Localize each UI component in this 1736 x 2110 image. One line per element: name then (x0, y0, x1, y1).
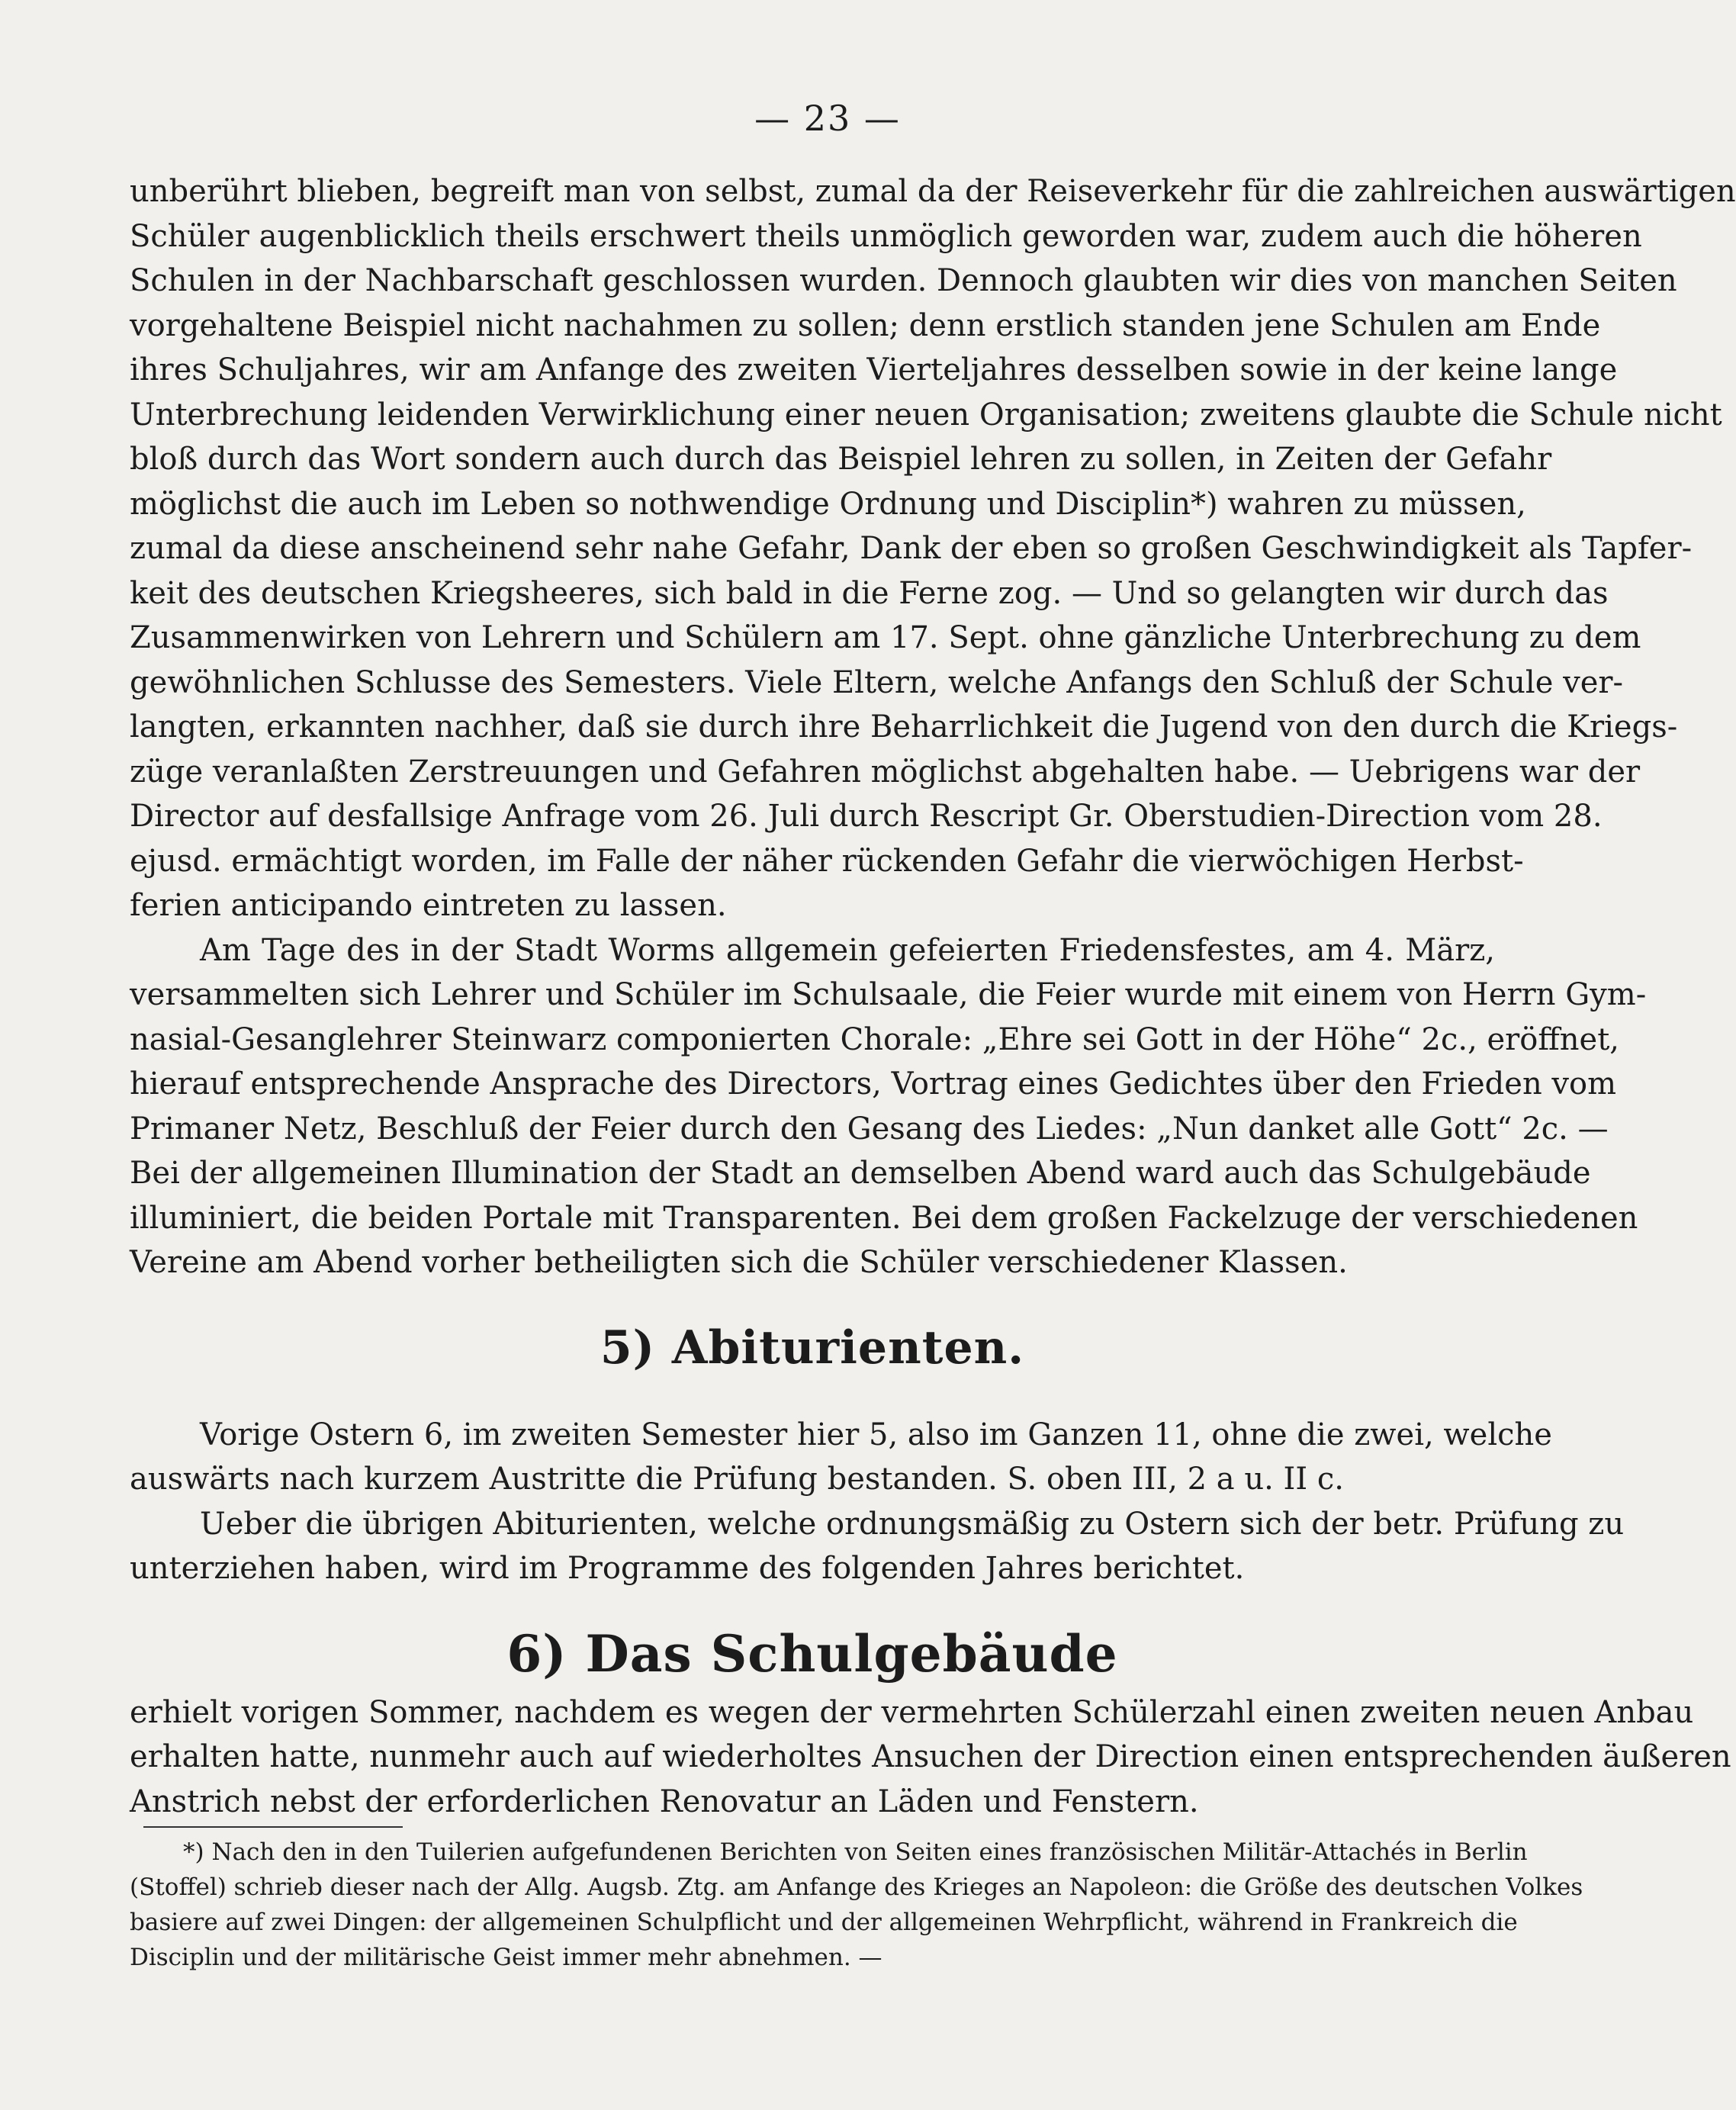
page-number: — 23 — (754, 98, 901, 139)
text-line: ferien anticipando eintreten zu lassen. (130, 888, 727, 923)
text-line: keit des deutschen Kriegsheeres, sich bald in die Ferne zog. — Und so gelangten wir durch das (130, 575, 1609, 611)
section-heading-schulgebaeude: 6) Das Schulgebäude (506, 1623, 1118, 1684)
paragraph-abiturienten-report (130, 1502, 1625, 1591)
text-line: hierauf entsprechende Ansprache des Directors, Vortrag eines Gedichtes über den Frieden vom (130, 1066, 1617, 1102)
paragraph-war-period (130, 169, 1736, 928)
text-line: gewöhnlichen Schlusse des Semesters. Viele Eltern, welche Anfangs den Schluß der Schule ver- (130, 664, 1624, 700)
main-text (130, 169, 1736, 1824)
text-line: unterziehen haben, wird im Programme des folgenden Jahres berichtet. (130, 1551, 1245, 1586)
footnote (130, 1835, 1583, 1975)
text-line: Anstrich nebst der erforderlichen Renovatur an Läden und Fenstern. (130, 1784, 1199, 1819)
text-line: ihres Schuljahres, wir am Anfange des zweiten Vierteljahres desselben sowie in der keine lange (130, 352, 1618, 388)
text-line: auswärts nach kurzem Austritte die Prüfung bestanden. S. oben III, 2 a u. II c. (130, 1462, 1344, 1497)
footnote-line: basiere auf zwei Dingen: der allgemeinen Schulpflicht und der allgemeinen Wehrpflicht, während in Frankreich die (130, 1909, 1518, 1936)
text-line: bloß durch das Wort sondern auch durch das Beispiel lehren zu sollen, in Zeiten der Gefahr (130, 442, 1552, 477)
footnote-line: *) Nach den in den Tuilerien aufgefundenen Berichten von Seiten eines französischen Militär-Attachés in Berlin (183, 1838, 1528, 1866)
text-line: nasial-Gesanglehrer Steinwarz componierten Chorale: „Ehre sei Gott in der Höhe“ 2c., eröffnet, (130, 1021, 1620, 1057)
text-line: Bei der allgemeinen Illumination der Stadt an demselben Abend ward auch das Schulgebäude (130, 1156, 1591, 1191)
paragraph-schulgebaeude (130, 1690, 1731, 1825)
text-line: vorgehaltene Beispiel nicht nachahmen zu sollen; denn erstlich standen jene Schulen am Ende (130, 307, 1601, 343)
text-line: Vorige Ostern 6, im zweiten Semester hier 5, also im Ganzen 11, ohne die zwei, welche (200, 1417, 1552, 1452)
paragraph-abiturienten-count (130, 1413, 1552, 1502)
footnote-line: Disciplin und der militärische Geist immer mehr abnehmen. — (130, 1944, 882, 1971)
paragraph-peace-festival (130, 928, 1647, 1285)
text-line: Ueber die übrigen Abiturienten, welche ordnungsmäßig zu Ostern sich der betr. Prüfung zu (200, 1506, 1625, 1542)
text-line: Schulen in der Nachbarschaft geschlossen wurden. Dennoch glaubten wir dies von manchen Seiten (130, 263, 1677, 298)
text-line: Unterbrechung leidenden Verwirklichung einer neuen Organisation; zweitens glaubte die Schule nicht (130, 397, 1722, 433)
text-line: Primaner Netz, Beschluß der Feier durch den Gesang des Liedes: „Nun danket alle Gott“ 2c. — (130, 1111, 1609, 1147)
text-line: Schüler augenblicklich theils erschwert theils unmöglich geworden war, zudem auch die höheren (130, 218, 1642, 254)
footnote-line: (Stoffel) schrieb dieser nach der Allg. Augsb. Ztg. am Anfange des Krieges an Napoleon: die Größe des deutschen Volkes (130, 1874, 1583, 1901)
text-line: erhielt vorigen Sommer, nachdem es wegen der vermehrten Schülerzahl einen zweiten neuen Anbau (130, 1694, 1694, 1730)
text-line: zumal da diese anscheinend sehr nahe Gefahr, Dank der eben so großen Geschwindigkeit als Tapfer- (130, 531, 1693, 566)
section-heading-abiturienten: 5) Abiturienten. (600, 1320, 1025, 1375)
text-line: langten, erkannten nachher, daß sie durch ihre Beharrlichkeit die Jugend von den durch die Kriegs- (130, 709, 1678, 745)
footnote-divider (143, 1826, 403, 1828)
text-line: unberührt blieben, begreift man von selbst, zumal da der Reiseverkehr für die zahlreichen auswärtigen (130, 174, 1736, 209)
text-line: erhalten hatte, nunmehr auch auf wiederholtes Ansuchen der Direction einen entsprechenden äußeren (130, 1739, 1731, 1774)
text-line: Zusammenwirken von Lehrern und Schülern am 17. Sept. ohne gänzliche Unterbrechung zu dem (130, 620, 1641, 655)
text-line: möglichst die auch im Leben so nothwendige Ordnung und Disciplin*) wahren zu müssen, (130, 486, 1526, 522)
text-line: züge veranlaßten Zerstreuungen und Gefahren möglichst abgehalten habe. — Uebrigens war der (130, 754, 1641, 790)
text-line: ejusd. ermächtigt worden, im Falle der näher rückenden Gefahr die vierwöchigen Herbst- (130, 843, 1524, 879)
text-line: Am Tage des in der Stadt Worms allgemein gefeierten Friedensfestes, am 4. März, (200, 932, 1495, 968)
text-line: versammelten sich Lehrer und Schüler im Schulsaale, die Feier wurde mit einem von Herrn Gym- (130, 977, 1647, 1012)
text-line: illuminiert, die beiden Portale mit Transparenten. Bei dem großen Fackelzuge der verschiedenen (130, 1200, 1638, 1236)
text-line: Director auf desfallsige Anfrage vom 26. Juli durch Rescript Gr. Oberstudien-Direction vom 28. (130, 799, 1603, 834)
text-line: Vereine am Abend vorher betheiligten sich die Schüler verschiedener Klassen. (130, 1245, 1348, 1280)
